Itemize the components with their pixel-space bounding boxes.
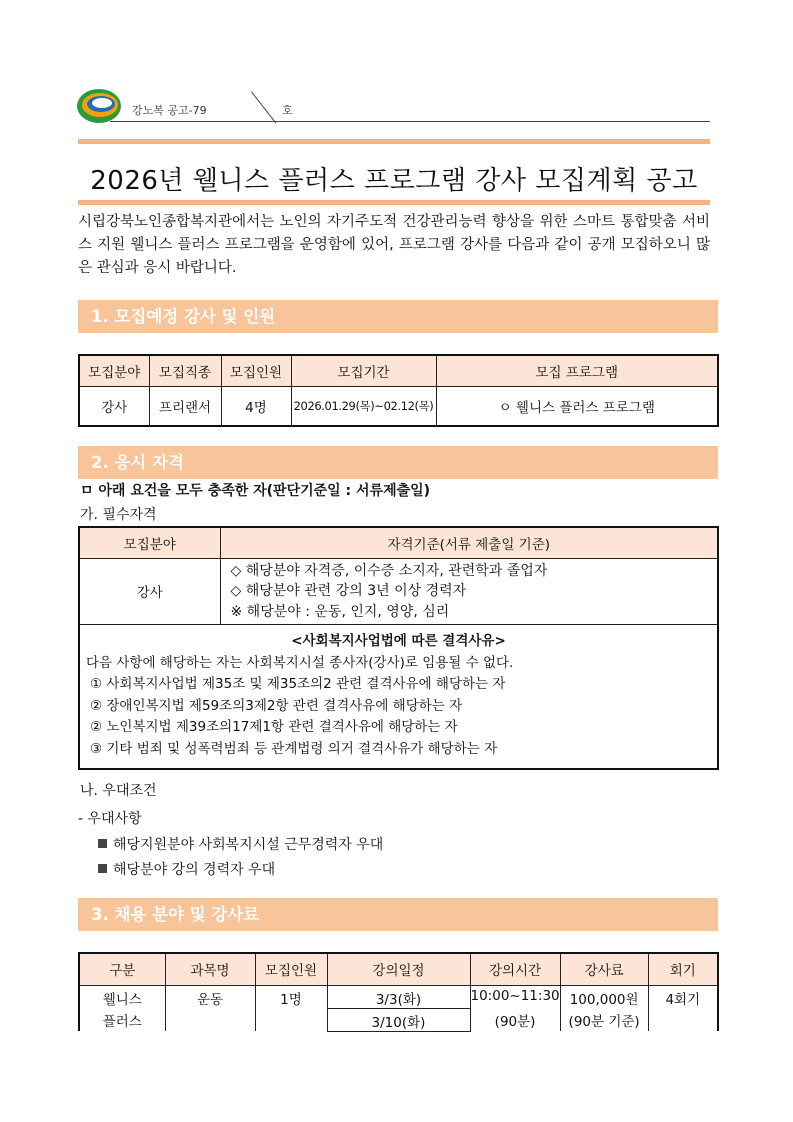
table-header-cell: 모집인원 [255, 953, 327, 985]
table-header-cell: 모집분야 [79, 527, 220, 558]
square-bullet-icon [98, 864, 107, 873]
document-number-suffix: 호 [282, 104, 293, 117]
qualification-table [78, 526, 719, 770]
table-cell: 운동 [165, 985, 255, 1008]
table-cell: 1명 [255, 985, 327, 1008]
table-cell: 100,000원 [560, 985, 648, 1008]
table-header-cell: 자격기준(서류 제출일 기준) [220, 527, 718, 558]
recruitment-table [78, 354, 719, 427]
table-header-cell: 모집인원 [221, 355, 291, 386]
list-item: ※ 해당분야 : 운동, 인지, 영양, 심리 [230, 603, 450, 620]
list-item [98, 859, 275, 879]
disqualification-cell [79, 625, 718, 770]
header-line [110, 121, 710, 122]
table-cell [255, 1008, 327, 1031]
list-item: ◇ 해당분야 관련 강의 3년 이상 경력자 [230, 583, 467, 599]
list-item [98, 834, 383, 854]
subheading-required-qualification: 가. 필수자격 [80, 507, 157, 523]
criteria-list [220, 558, 718, 625]
table-header-row [79, 953, 718, 985]
title-bar-bottom [78, 200, 710, 205]
table-header-row [79, 355, 718, 386]
table-cell [648, 1008, 718, 1031]
section-heading-2: 2. 응시 자격 [78, 446, 718, 479]
table-row [79, 386, 718, 426]
table-cell: 프리랜서 [149, 386, 221, 426]
table-header-row [79, 527, 718, 558]
list-item: ② 장애인복지법 제59조의3제2항 관련 결격사유에 해당하는 자 [90, 697, 463, 714]
section-heading-3: 3. 채용 분야 및 강사료 [78, 898, 718, 931]
table-row [79, 1008, 718, 1031]
table-header-cell: 구분 [79, 953, 165, 985]
disqualification-title: <사회복지사업법에 따른 결격사유> [291, 633, 506, 649]
list-item: ③ 기타 범죄 및 성폭력범죄 등 관계법령 의거 결격사유가 해당하는 자 [90, 740, 498, 757]
organization-logo-icon [75, 86, 123, 126]
table-row [79, 558, 718, 625]
table-cell: 10:00~11:30 [470, 985, 560, 1008]
table-header-cell: 모집 프로그램 [436, 355, 718, 386]
table-cell: 3/3(화) [327, 985, 470, 1008]
table-header-cell: 모집직종 [149, 355, 221, 386]
table-header-cell: 과목명 [165, 953, 255, 985]
table-header-cell: 강의일정 [327, 953, 470, 985]
table-cell: 4회기 [648, 985, 718, 1008]
table-header-cell: 회기 [648, 953, 718, 985]
list-item: ① 사회복지사업법 제35조 및 제35조의2 관련 결격사유에 해당하는 자 [90, 676, 506, 692]
list-item: ② 노인복지법 제39조의17제1항 관련 결격사유에 해당하는 자 [90, 719, 458, 735]
section-heading-1: 1. 모집예정 강사 및 인원 [78, 300, 718, 333]
table-cell: 4명 [221, 386, 291, 426]
intro-paragraph: 시립강북노인종합복지관에서는 노인의 자기주도적 건강관리능력 향상을 위한 스마트 통합맞춤 서비스 지원 웰니스 플러스 프로그램을 운영함에 있어, 프로그램 강사를 다음과 같이 공개 모집하오니 많은 관심과 응시 바랍니다. [78, 214, 710, 276]
table-header-cell: 모집기간 [291, 355, 436, 386]
preferred-label: - 우대사항 [78, 811, 142, 827]
page-title: 2026년 웰니스 플러스 프로그램 강사 모집계획 공고 [90, 166, 698, 196]
requirement-title: ㅁ 아래 요건을 모두 충족한 자(판단기준일 : 서류제출일) [80, 483, 431, 499]
document-number: 강노복 공고-79 [132, 104, 207, 117]
table-cell: 3/10(화) [327, 1008, 470, 1031]
table-cell: 2026.01.29(목)~02.12(목) [291, 386, 436, 426]
table-cell: ㅇ 웰니스 플러스 프로그램 [436, 386, 718, 426]
table-header-cell: 모집분야 [79, 355, 149, 386]
table-cell: (90분 기준) [560, 1008, 648, 1031]
square-bullet-icon [98, 839, 107, 848]
list-item-text: 해당지원분야 사회복지시설 근무경력자 우대 [113, 837, 384, 853]
table-header-cell: 강의시간 [470, 953, 560, 985]
table-cell: 플러스 [79, 1008, 165, 1031]
table-cell [165, 1008, 255, 1031]
table-cell: (90분) [470, 1008, 560, 1031]
list-item: ◇ 해당분야 자격증, 이수증 소지자, 관련학과 졸업자 [230, 562, 548, 579]
disqualification-intro: 다음 사항에 해당하는 자는 사회복지시설 종사자(강사)로 임용될 수 없다. [86, 654, 514, 671]
list-item-text: 해당분야 강의 경력자 우대 [113, 862, 276, 878]
fee-table [78, 952, 719, 1032]
subheading-preferred-conditions: 나. 우대조건 [80, 783, 157, 799]
table-row [79, 985, 718, 1008]
title-bar-top [78, 139, 710, 144]
table-cell: 강사 [79, 558, 220, 625]
table-cell: 강사 [79, 386, 149, 426]
table-header-cell: 강사료 [560, 953, 648, 985]
table-cell: 웰니스 [79, 985, 165, 1008]
header-divider [251, 91, 276, 123]
table-row [79, 625, 718, 770]
